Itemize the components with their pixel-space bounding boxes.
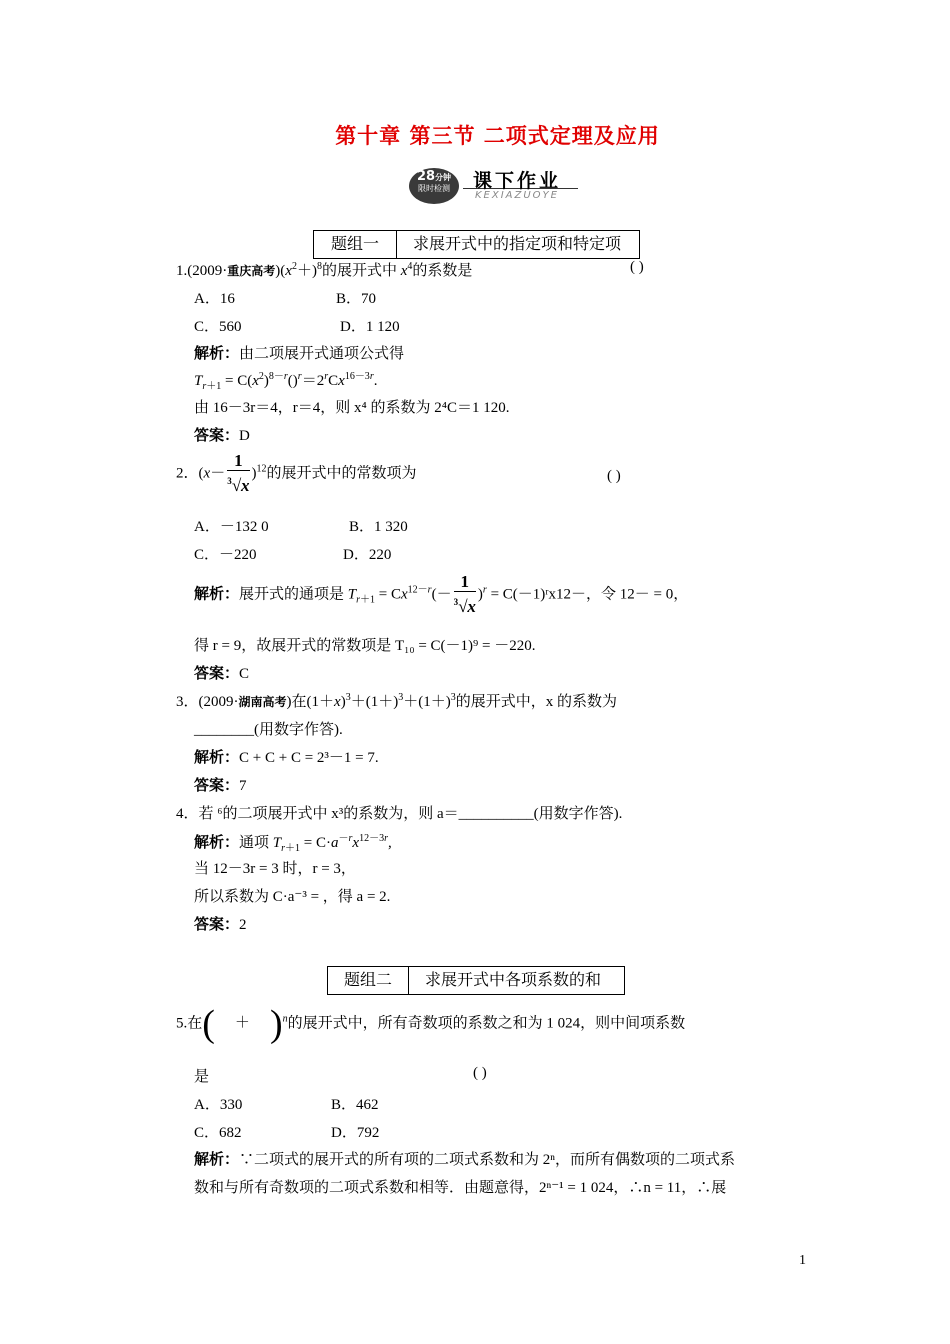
logo-minutes-unit: 分钟 — [435, 173, 452, 182]
page-title: 第十章 第三节 二项式定理及应用 — [335, 124, 660, 148]
q5-option-a: A．330 — [194, 1097, 243, 1113]
group2-label: 题组二 — [328, 967, 409, 994]
q3-answer: 答案：7 — [194, 776, 247, 794]
q3-stem: 3．(2009·湖南高考)在$(1+x)^3+(1+)^3+(1+)^3$的展开式中，x 的系数为 — [176, 692, 617, 710]
q1-option-b: B．70 — [336, 291, 377, 307]
homework-logo — [405, 166, 580, 208]
q5-stem: 5.在( ＋ )$^n$的展开式中，所有奇数项的系数之和为 1 024，则中间项系数 — [176, 1003, 686, 1045]
q2-option-d: D．220 — [343, 547, 392, 563]
logo-heading: 课下作业 — [473, 170, 562, 192]
q1-option-c: C．560 — [194, 319, 242, 335]
logo-pinyin: KEXIAZUOYE — [475, 190, 559, 201]
q5-stem-line2: 是 — [194, 1069, 210, 1085]
q4-analysis: 解析：通项 $T_{r+1} = C\cdot a^{-r}x^{12-3r}$, — [194, 833, 392, 854]
q2-answer-paren: ( ) — [607, 468, 621, 484]
q1-analysis-formula: $T_{r+1} = C(x^2)^{8-r}()^r=2^rCx^{16-3r}$. — [194, 371, 378, 392]
q5-answer-paren: ( ) — [473, 1065, 487, 1081]
q5-analysis: 解析：∵二项式的展开式的所有项的二项式系数和为 2ⁿ，而所有偶数项的二项式系 — [194, 1150, 735, 1168]
logo-sub: 限时检测 — [418, 184, 450, 193]
q2-analysis-conclusion: 得 r = 9，故展开式的常数项是 T₁₀ = C(－1)⁹ = －220. — [194, 638, 536, 654]
q1-option-a: A．16 — [194, 291, 235, 307]
q1-option-d: D．1 120 — [340, 319, 400, 335]
q5-option-c: C．682 — [194, 1125, 242, 1141]
q1-answer-paren: ( ) — [630, 259, 644, 275]
q4-answer: 答案：2 — [194, 915, 247, 933]
q2-fraction: $\frac{1}{^3√x}$ — [227, 451, 250, 495]
q4-analysis-step2: 当 12－3r = 3 时，r = 3， — [194, 861, 356, 877]
q4-analysis-step3: 所以系数为 C·a⁻³ = ，得 a = 2. — [194, 889, 391, 905]
q3-blank: ________(用数字作答). — [194, 722, 343, 738]
logo-minutes: 28 — [416, 169, 436, 184]
q2-stem: 2．(x－ $\frac{1}{^3√x}$ )$^{12}$的展开式中的常数项为 — [176, 451, 417, 495]
q2-option-c: C．－220 — [194, 547, 257, 563]
q5-option-b: B．462 — [331, 1097, 379, 1113]
q2-option-a: A．－132 0 — [194, 519, 269, 535]
q1-stem: 1.(2009·重庆高考)$(x^2+)^8$的展开式中 $x^4$的系数是 — [176, 261, 473, 279]
group2-header — [327, 966, 625, 995]
timer-badge — [409, 168, 459, 204]
q2-answer: 答案：C — [194, 664, 250, 682]
q1-analysis-conclusion: 由 16－3r＝4，r＝4，则 x⁴ 的系数为 2⁴C＝1 120. — [194, 400, 510, 416]
q4-stem: 4．若 ⁶的二项展开式中 x³的系数为，则 a＝__________(用数字作答). — [176, 806, 623, 822]
q2-analysis: 解析：展开式的通项是 $T_{r+1} = Cx^{12-r}(-$ $\frac{1}{^3√x}$ )$^r$ = C(－1)ʳx12－，令 12－ = 0， — [194, 572, 689, 616]
q3-analysis: 解析：C + C + C = 2³－1 = 7. — [194, 748, 379, 766]
group1-topic: 求展开式中的指定项和特定项 — [413, 234, 622, 253]
q1-answer: 答案：D — [194, 426, 250, 444]
q5-analysis-line2: 数和与所有奇数项的二项式系数和相等．由题意得，2ⁿ⁻¹ = 1 024，∴n = 11，∴展 — [194, 1180, 727, 1196]
page-number: 1 — [799, 1253, 806, 1268]
group2-topic: 求展开式中各项系数的和 — [425, 970, 602, 989]
group1-header — [313, 230, 640, 259]
q5-option-d: D．792 — [331, 1125, 380, 1141]
q1-analysis: 解析：由二项展开式通项公式得 — [194, 344, 405, 362]
q2-option-b: B．1 320 — [349, 519, 408, 535]
group1-label: 题组一 — [314, 231, 397, 258]
